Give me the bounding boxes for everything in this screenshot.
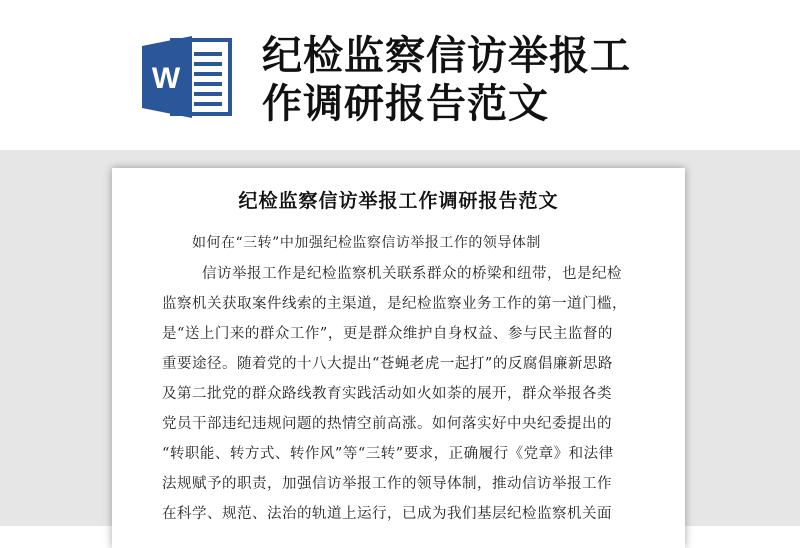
- paragraph-line: 法规赋予的职责，加强信访举报工作的领导体制，推动信访举报工作: [162, 476, 612, 492]
- paragraph-line: “转职能、转方式、转作风”等“三转”要求，正确履行《党章》和法律: [162, 446, 614, 462]
- word-document-icon: [142, 34, 234, 120]
- paragraph-line: 是“送上门来的群众工作”，更是群众维护自身权益、参与民主监督的: [162, 326, 613, 342]
- paragraph-line: 党员干部违纪违规问题的热情空前高涨。如何落实好中央纪委提出的: [162, 416, 612, 432]
- paragraph-line: 及第二批党的群众路线教育实践活动如火如荼的展开，群众举报各类: [162, 386, 612, 402]
- header-title-line-1: 纪检监察信访举报工: [262, 33, 631, 79]
- paragraph-line: 重要途径。随着党的十八大提出“苍蝇老虎一起打”的反腐倡廉新思路: [162, 356, 613, 372]
- paragraph-line: 监察机关获取案件线索的主渠道，是纪检监察业务工作的第一道门槛，: [162, 296, 627, 312]
- paragraph-line: 信访举报工作是纪检监察机关联系群众的桥梁和纽带，也是纪检: [202, 266, 622, 282]
- word-letter: W: [151, 62, 181, 95]
- document-subtitle: 如何在“三转”中加强纪检监察信访举报工作的领导体制: [192, 235, 541, 251]
- header-title: [262, 32, 702, 128]
- header-title-line-2: 作调研报告范文: [262, 81, 549, 127]
- document-title: 纪检监察信访举报工作调研报告范文: [238, 190, 559, 212]
- document-page: [112, 168, 685, 548]
- header-banner: [0, 0, 800, 150]
- paragraph-line: 在科学、规范、法治的轨道上运行，已成为我们基层纪检监察机关面: [162, 506, 612, 522]
